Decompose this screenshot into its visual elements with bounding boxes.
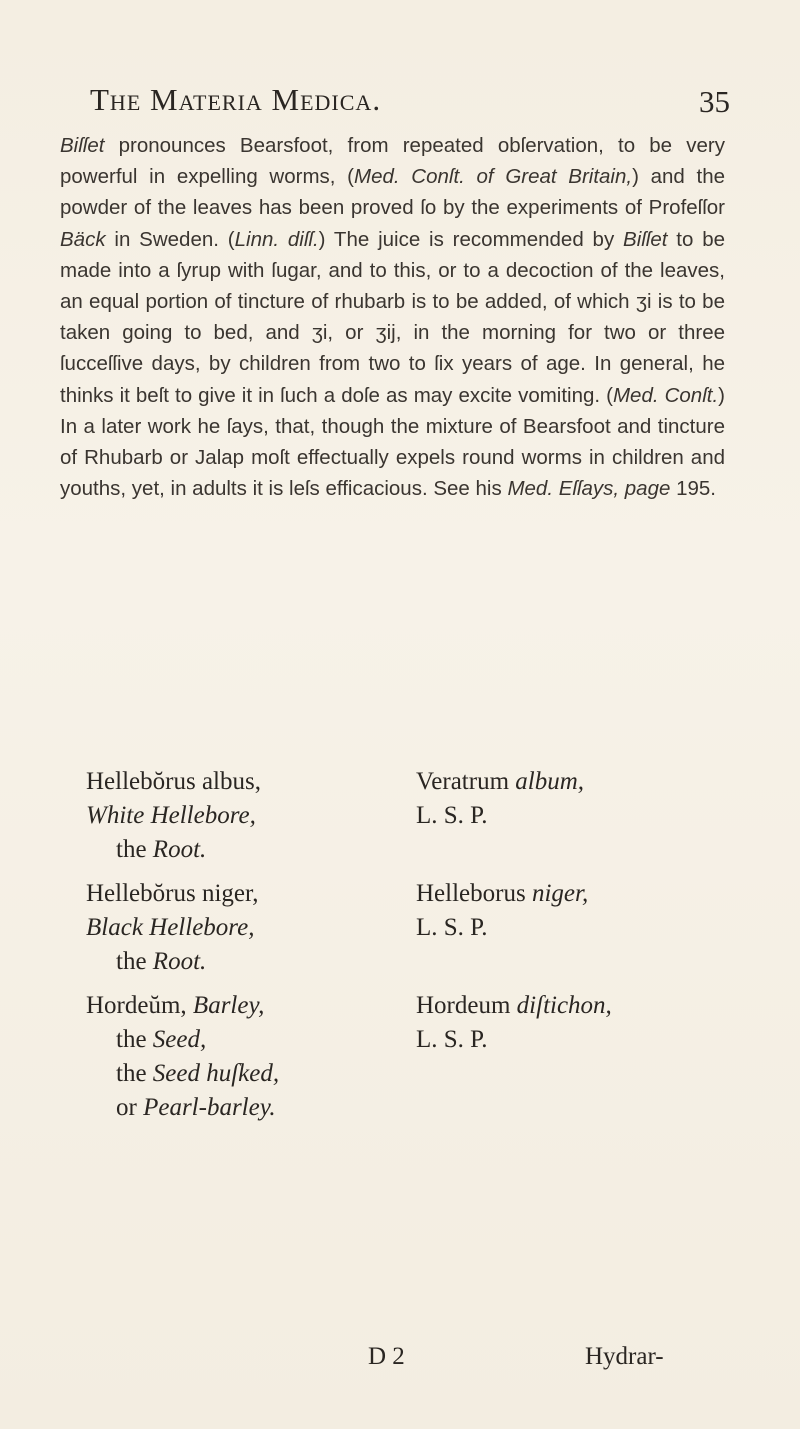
running-title: The Materia Medica. <box>90 82 382 117</box>
entry-english-name: White Hellebore, <box>86 802 256 829</box>
paragraph-segment: ) The juice is recommended by <box>318 227 624 251</box>
entry-part-name: Root. <box>152 948 207 975</box>
entry-part-name: Seed, <box>152 1026 207 1053</box>
entry-english-name: Black Hellebore, <box>86 914 255 941</box>
entry-common-names <box>86 989 416 1125</box>
entry-part-name: Seed huſked, <box>152 1060 280 1087</box>
paragraph-segment: Med. Conſt. of Great Britain, <box>354 165 633 189</box>
entry-white-hellebore <box>86 765 746 877</box>
entry-part-prefix: the <box>116 948 153 975</box>
entry-linnaean-name <box>416 765 746 799</box>
running-head <box>90 82 730 122</box>
page-number: 35 <box>699 84 730 119</box>
entry-part-prefix: the <box>116 1060 153 1087</box>
body-paragraph <box>60 130 725 504</box>
paragraph-segment: Med. Eſſays, page <box>507 477 671 501</box>
entry-part-prefix: the <box>116 836 153 863</box>
paragraph-segment: 195. <box>670 477 716 501</box>
paragraph-segment: ) In a later work he ſays, that, though the mixture of Bearsfoot and tincture of Rhubarb or Jalap moſt effectually expels round worms in children and youths, yet, in adults it is leſs efficacious. See his <box>60 383 725 501</box>
entry-species: diſtichon, <box>516 992 612 1019</box>
entry-reference: L. S. P. <box>416 914 488 941</box>
entry-part <box>86 1023 416 1057</box>
entry-part <box>86 1057 416 1091</box>
paragraph-segment: Biſſet <box>623 227 668 251</box>
paragraph-segment: Med. Conſt. <box>612 383 719 407</box>
paragraph-segment: to be made into a ſyrup with ſugar, and to this, or to a decoction of the leaves, an equal portion of tincture of rhubarb is to be added, of which ʒi is to be taken going to bed, and ʒi, or ʒij, in the morning for two or three ſucceſſive days, by children from two to ſix years of age. In general, he thinks it beſt to give it in ſuch a doſe as may excite vomiting. ( <box>60 227 725 407</box>
paragraph-segment: in Sweden. ( <box>105 227 235 251</box>
entry-part <box>86 1091 416 1125</box>
entry-linnaean-names <box>416 989 746 1057</box>
entry-part-prefix: or <box>116 1094 144 1121</box>
entry-english-name: Barley, <box>192 992 265 1019</box>
page-footer <box>0 1343 800 1379</box>
entry-barley <box>86 989 746 1159</box>
paragraph-segment: Biſſet <box>60 134 105 157</box>
signature-mark: D 2 <box>368 1343 405 1370</box>
entry-linnaean-names <box>416 765 746 833</box>
entry-latin-name: Hellebŏrus niger, <box>86 880 259 907</box>
entry-genus: Veratrum <box>416 768 516 795</box>
entry-linnaean-name <box>416 989 746 1023</box>
entry-part-prefix: the <box>116 1026 153 1053</box>
entry-latin-name <box>86 989 416 1023</box>
entry-black-hellebore <box>86 877 746 989</box>
entry-linnaean-name <box>416 877 746 911</box>
entry-reference: L. S. P. <box>416 802 488 829</box>
entry-part <box>86 945 416 979</box>
entry-species: niger, <box>531 880 589 907</box>
entry-genus: Hordeum <box>416 992 517 1019</box>
paragraph-segment: pronounces Bearsfoot, from repeated obſervation, to be very powerful in expelling worms, ( <box>60 134 725 189</box>
entry-part-name: Root. <box>152 836 207 863</box>
entry-genus: Helleborus <box>416 880 532 907</box>
entry-latin-prefix: Hordeŭm, <box>86 992 193 1019</box>
entry-common-names <box>86 765 416 867</box>
paragraph-segment: Linn. diſſ. <box>234 227 319 251</box>
entry-linnaean-names <box>416 877 746 945</box>
entry-part <box>86 833 416 867</box>
entry-reference: L. S. P. <box>416 1026 488 1053</box>
entry-species: album, <box>515 768 585 795</box>
drug-entries <box>86 765 746 1159</box>
paragraph-segment: ) and the powder of the leaves has been proved ſo by the experiments of Profeſſor <box>60 165 726 220</box>
paragraph-segment: Bäck <box>60 227 106 251</box>
entry-latin-name: Hellebŏrus albus, <box>86 768 261 795</box>
catchword: Hydrar- <box>585 1343 664 1370</box>
entry-part-name: Pearl-barley. <box>143 1094 276 1121</box>
entry-common-names <box>86 877 416 979</box>
